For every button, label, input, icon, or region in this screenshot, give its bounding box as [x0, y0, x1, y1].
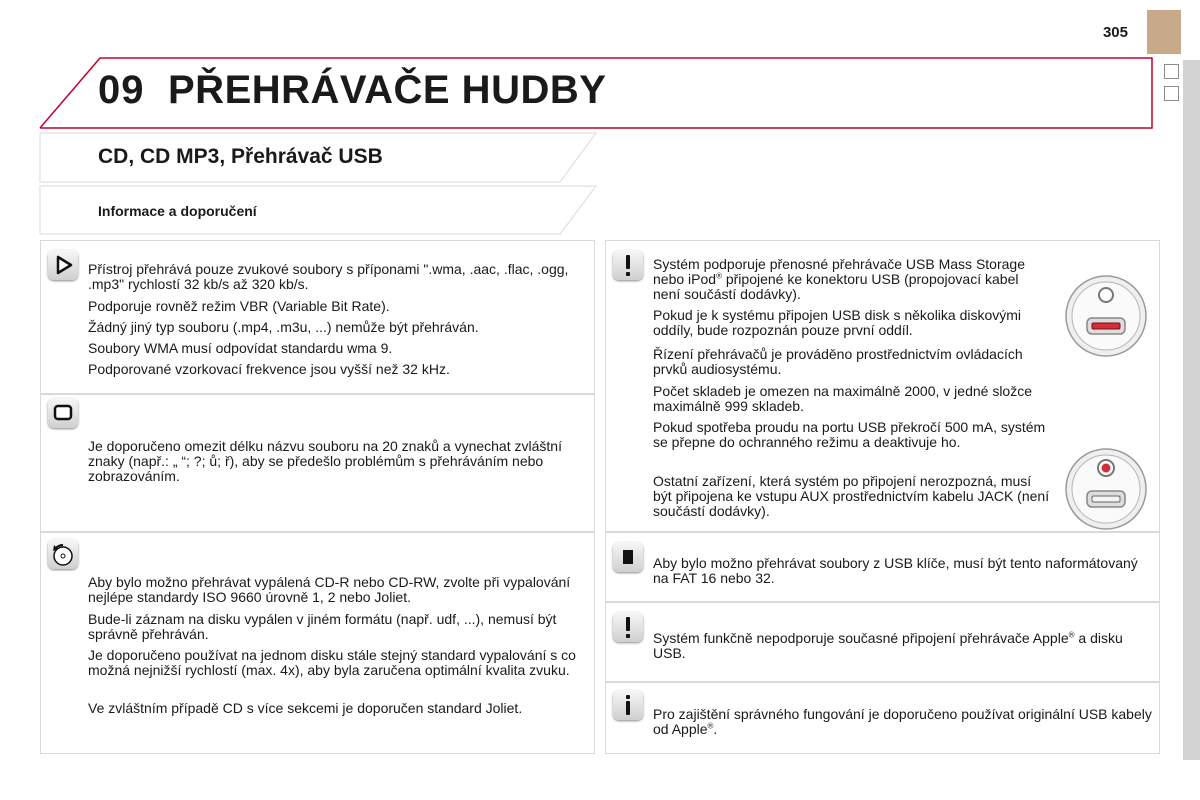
- usb-support-text: Ostatní zařízení, která systém po připojení nerozpozná, musí být připojena ke vstupu AUX prostřednictvím kabelu JACK (není součástí dodávky).: [653, 473, 1050, 519]
- usb-support-text: Pokud spotřeba proudu na portu USB překročí 500 mA, systém se přepne do ochranného režimu a deaktivuje ho.: [653, 419, 1046, 450]
- warning-icon: [613, 612, 643, 642]
- formats-text: Přístroj přehrává pouze zvukové soubory s příponami ".wma, .aac, .flac, .ogg, .mp3" rychlostí 32 kb/s až 320 kb/s.: [88, 261, 569, 292]
- play-icon: [48, 250, 78, 280]
- apple-box: [605, 602, 1160, 682]
- formats-box: [40, 240, 595, 394]
- filenames-text: Je doporučeno omezit délku názvu souboru na 20 znaků a vynechat zvláštní znaky (např.: „ “; ?; ů; ř), aby se předešlo problémům s přehráváním nebo zobrazováním.: [88, 438, 562, 484]
- usb-support-text: Řízení přehrávačů je prováděno prostřednictvím ovládacích prvků audiosystému.: [653, 346, 1023, 377]
- cd-text: Je doporučeno používat na jednom disku stále stejný standard vypalování s co možná nejnižší rychlostí (max. 4x), aby byla zaručena optimální kvalita zvuku.: [88, 647, 576, 678]
- cd-text: Aby bylo možno přehrávat vypálená CD-R nebo CD-RW, zvolte při vypalování nejlépe standardy ISO 9660 úrovně 1, 2 nebo Joliet.: [88, 574, 571, 605]
- section-title: CD, CD MP3, Přehrávač USB: [98, 145, 383, 168]
- usb-port-icon: [1061, 271, 1151, 361]
- formats-text: Podporuje rovněž režim VBR (Variable Bit Rate).: [88, 298, 390, 314]
- aux-port-icon: [1061, 444, 1151, 534]
- cd-box: [40, 532, 595, 754]
- cables-text: Pro zajištění správného fungování je doporučeno používat originální USB kabely od Apple®.: [653, 706, 1152, 737]
- usb-stick-icon: [613, 542, 643, 572]
- page-number: 305: [1102, 24, 1128, 41]
- subsection-title: Informace a doporučení: [98, 203, 257, 219]
- cd-text: Bude-li záznam na disku vypálen v jiném formátu (např. udf, ...), nemusí být správně přehráván.: [88, 611, 557, 642]
- warning-icon: [613, 250, 643, 280]
- info-icon: [613, 690, 643, 720]
- fat-text: Aby bylo možno přehrávat soubory z USB klíče, musí být tento naformátovaný na FAT 16 nebo 32.: [653, 555, 1138, 586]
- formats-text: Žádný jiný typ souboru (.mp4, .m3u, ...) nemůže být přehráván.: [88, 319, 479, 335]
- cables-box: [605, 682, 1160, 754]
- formats-text: Podporované vzorkovací frekvence jsou vyšší než 32 kHz.: [88, 361, 450, 377]
- formats-text: Soubory WMA musí odpovídat standardu wma 9.: [88, 340, 393, 356]
- disc-icon: [48, 539, 78, 569]
- chapter-number: 09: [98, 68, 145, 112]
- usb-support-text: Pokud je k systému připojen USB disk s několika diskovými oddíly, bude rozpoznán pouze první oddíl.: [653, 307, 1022, 338]
- sidebar-bar: [1183, 60, 1200, 760]
- usb-support-text: Systém podporuje přenosné přehrávače USB Mass Storage nebo iPod® připojené ke konektoru USB (propojovací kabel není součástí dodávky).: [653, 256, 1025, 302]
- filenames-box: [40, 394, 595, 532]
- usb-support-text: Počet skladeb je omezen na maximálně 2000, v jedné složce maximálně 999 skladeb.: [653, 383, 1032, 414]
- cd-text: Ve zvláštním případě CD s více sekcemi je doporučen standard Joliet.: [88, 700, 523, 716]
- fat-box: [605, 532, 1160, 602]
- note-icon: [48, 398, 78, 428]
- chapter-title: PŘEHRÁVAČE HUDBY: [168, 68, 607, 112]
- usb-support-box: [605, 240, 1160, 532]
- apple-text: Systém funkčně nepodporuje současné připojení přehrávače Apple® a disku USB.: [653, 630, 1123, 661]
